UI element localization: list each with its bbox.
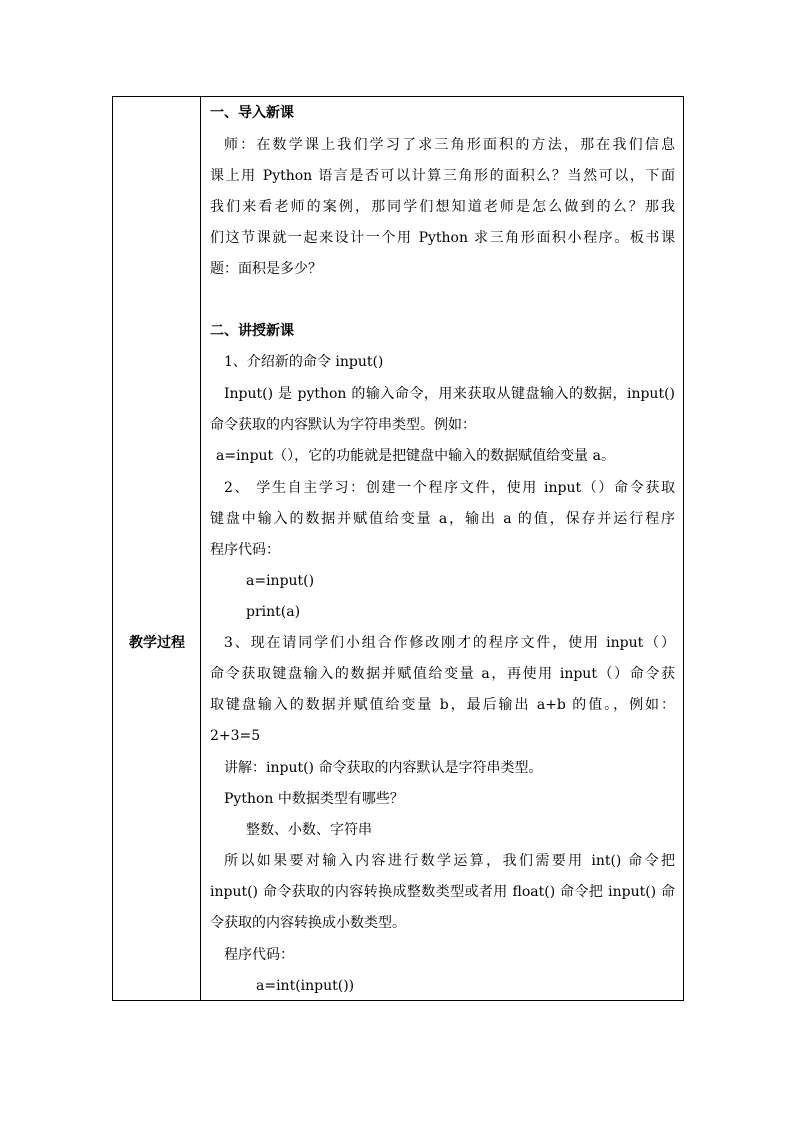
item2-line-1: 2、 学生自主学习：创建一个程序文件，使用 input（）命令获取 [224, 480, 675, 496]
item1-example: a=input（），它的功能就是把键盘中输入的数据赋值给变量 a。 [216, 448, 615, 464]
item2-line-3: 程序代码： [210, 542, 280, 558]
explain-line: 讲解：input() 命令获取的内容默认是字符串类型。 [224, 760, 543, 776]
intro-line-2: 课上用 Python 语言是否可以计算三角形的面积么？当然可以，下面 [210, 168, 675, 184]
item3-line-4: 2+3=5 [210, 728, 261, 744]
lesson-plan-table [112, 96, 684, 1001]
item3-line-3: 取键盘输入的数据并赋值给变量 b，最后输出 a+b 的值。，例如： [210, 697, 675, 713]
convert-line-2: input() 命令获取的内容转换成整数类型或者用 float() 命令把 input() 命 [210, 884, 675, 900]
section-label-cell [113, 97, 201, 1000]
intro-line-1: 师：在数学课上我们学习了求三角形面积的方法，那在我们信息 [224, 137, 675, 153]
code2-label: 程序代码： [224, 947, 294, 963]
item1-line-1: Input() 是 python 的输入命令，用来获取从键盘输入的数据，input() [224, 386, 675, 402]
code2-line-1: a=int(input()) [256, 978, 355, 994]
intro-line-3: 我们来看老师的案例，那同学们想知道老师是怎么做到的么？那我 [210, 199, 675, 215]
answer-line: 整数、小数、字符串 [246, 822, 372, 838]
section-content-cell [202, 97, 683, 1000]
item2-line-2: 键盘中输入的数据并赋值给变量 a，输出 a 的值，保存并运行程序 [210, 511, 675, 527]
convert-line-1: 所以如果要对输入内容进行数学运算，我们需要用 int() 命令把 [224, 853, 675, 869]
heading-intro: 一、导入新课 [210, 105, 294, 121]
question-line: Python 中数据类型有哪些？ [224, 791, 404, 807]
item3-line-1: 3、现在请同学们小组合作修改刚才的程序文件，使用 input（） [224, 635, 675, 651]
code1-line-1: a=input() [246, 573, 315, 589]
intro-line-5: 题：面积是多少？ [210, 261, 322, 277]
item1-title: 1、介绍新的命令 input() [224, 354, 384, 370]
intro-line-4: 们这节课就一起来设计一个用 Python 求三角形面积小程序。板书课 [210, 230, 675, 246]
item1-line-2: 命令获取的内容默认为字符串类型。例如： [210, 417, 476, 433]
code1-line-2: print(a) [246, 604, 301, 620]
section-label: 教学过程 [129, 635, 185, 651]
convert-line-3: 令获取的内容转换成小数类型。 [210, 915, 406, 931]
item3-line-2: 命令获取键盘输入的数据并赋值给变量 a，再使用 input（）命令获 [210, 666, 675, 682]
heading-new-lesson: 二、讲授新课 [210, 323, 294, 339]
